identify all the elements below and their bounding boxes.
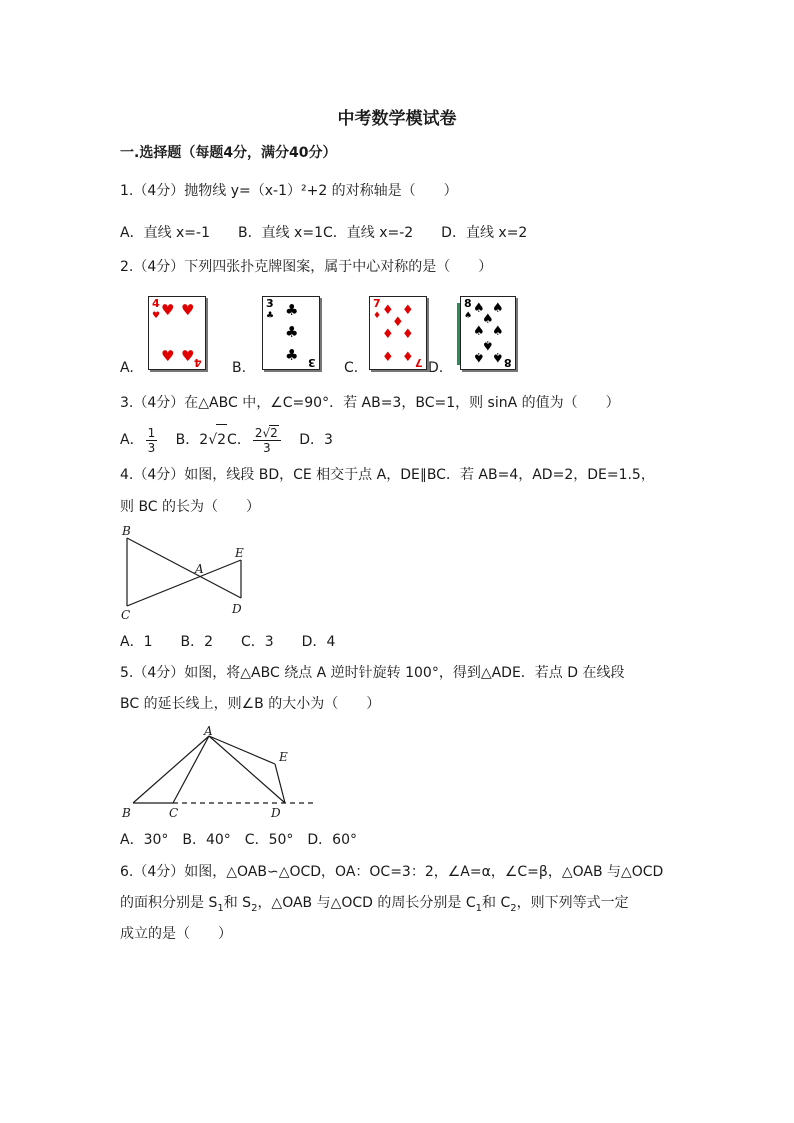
q4-figure [115,522,255,622]
spade-icon: ♠ [482,337,494,352]
point-label-e: E [279,750,288,764]
q5-stem-line2: BC 的延长线上，则∠B 的大小为（ ） [120,696,381,712]
q6-stem-line3: 成立的是（ ） [120,926,232,942]
spade-icon: ♠ [492,324,504,339]
card-rank-bottom: 4 [194,356,202,369]
q2-option-a-label: A. [120,360,134,376]
spade-icon: ♠ [492,301,504,316]
q3-stem: 3.（4分）在△ABC 中，∠C=90°．若 AB=3，BC=1，则 sinA 的值为（ ） [120,395,620,411]
q4-options: A．1 B．2 C．3 D．4 [120,634,336,650]
sqrt-icon: √ [262,426,271,440]
point-label-c: C [121,608,131,622]
q5-figure [115,724,325,822]
q3-option-b-label: B． [175,432,200,448]
diamond-icon: ♦ [382,303,394,318]
card-edge-stripe [457,303,460,365]
card-rank: 8 [464,297,472,310]
segment-ae [209,736,275,764]
spade-icon: ♠ [473,324,485,339]
club-icon: ♣ [285,301,299,319]
q3-option-c-label: C． [227,432,251,448]
q6-stem-line2: 的面积分别是 $S_1$和 $S_2$，△OAB 与△OCD 的周长分别是 $C_1$和 $C_2$，则下列等式一定 [120,895,629,914]
point-label-a: A [195,562,204,576]
diamond-icon: ♦ [402,327,414,342]
subscript-s2: 2 [251,902,258,914]
q3-fraction-one-third: $\frac{1}{3}$ [147,425,156,455]
diamond-icon: ♦ [382,350,394,365]
q5-stem-line1: 5.（4分）如图，将△ABC 绕点 A 逆时针旋转 100°，得到△ADE．若点 D 在线段 [120,665,625,681]
diamond-icon: ♦ [373,311,382,321]
q3-option-a-label: A． [120,432,144,448]
q3-fraction-two-root-two-thirds: $\frac{2√2}{3}$ [253,425,281,455]
q3-option-d: D．3 [299,432,333,448]
segment-ab [133,736,209,803]
card-rank-bottom: 8 [504,356,512,369]
q1-options: A．直线 x=-1 B．直线 x=1C．直线 x=-2 D．直线 x=2 [120,225,528,241]
playing-card-seven-diamonds [369,296,427,370]
point-label-e: E [235,546,244,560]
club-icon: ♣ [266,311,275,321]
segment-ce [127,560,241,606]
sqrt-icon: √ [208,432,218,448]
subscript-c2: 2 [510,902,517,914]
club-icon: ♣ [285,346,299,364]
card-rank-bottom: 7 [415,356,423,369]
subscript-s1: 1 [217,902,224,914]
q2-option-b-label: B. [232,360,247,376]
segment-ad [209,736,285,803]
q2-stem: 2.（4分）下列四张扑克牌图案，属于中心对称的是（ ） [120,259,493,275]
point-label-c: C [169,806,179,820]
page-title: 中考数学模试卷 [337,109,457,129]
spade-icon: ♠ [473,349,485,364]
heart-icon: ♥ [181,347,195,365]
q2-option-d-label: D. [428,360,444,376]
q3-radicand-b: 2 [216,424,227,455]
diamond-icon: ♦ [402,350,414,365]
heart-icon: ♥ [181,301,195,319]
segment-de [275,764,285,803]
heart-icon: ♥ [152,311,161,321]
diamond-icon: ♦ [382,327,394,342]
q6-stem-line1: 6.（4分）如图，△OAB∽△OCD，OA：OC=3：2，∠A=α，∠C=β，△OAB 与△OCD [120,864,664,880]
point-label-a: A [204,724,213,738]
card-rank: 3 [266,297,274,310]
q2-option-c-label: C. [344,360,359,376]
card-rank: 7 [373,297,381,310]
spade-icon: ♠ [492,349,504,364]
segment-ac [173,736,209,803]
q3-options [120,424,333,455]
playing-card-eight-spades [460,296,516,370]
q4-stem-line2: 则 BC 的长为（ ） [120,499,261,515]
spade-icon: ♠ [482,312,494,327]
q4-stem-line1: 4.（4分）如图，线段 BD，CE 相交于点 A，DE∥BC．若 AB=4，AD=2，DE=1.5， [120,467,655,483]
club-icon: ♣ [285,323,299,341]
q3-radical-coef-b: 2 [199,432,209,448]
diamond-icon: ♦ [392,315,404,330]
playing-card-three-clubs [262,296,320,370]
point-label-b: B [122,806,131,820]
heart-icon: ♥ [161,301,175,319]
point-label-b: B [122,524,131,538]
card-rank: 4 [152,297,160,310]
spade-icon: ♠ [473,301,485,316]
point-label-d: D [271,806,281,820]
point-label-d: D [232,602,242,616]
playing-card-four-hearts [148,296,206,370]
spade-icon: ♠ [464,311,473,321]
card-rank-bottom: 3 [308,356,316,369]
q1-stem: 1.（4分）抛物线 y=（x-1）²+2 的对称轴是（ ） [120,183,458,199]
q5-options: A．30° B．40° C．50° D．60° [120,832,357,848]
subscript-c1: 1 [475,902,483,914]
segment-bd [127,538,241,598]
heart-icon: ♥ [161,347,175,365]
section-heading: 一.选择题（每题4分，满分40分） [120,145,337,161]
diamond-icon: ♦ [402,303,414,318]
